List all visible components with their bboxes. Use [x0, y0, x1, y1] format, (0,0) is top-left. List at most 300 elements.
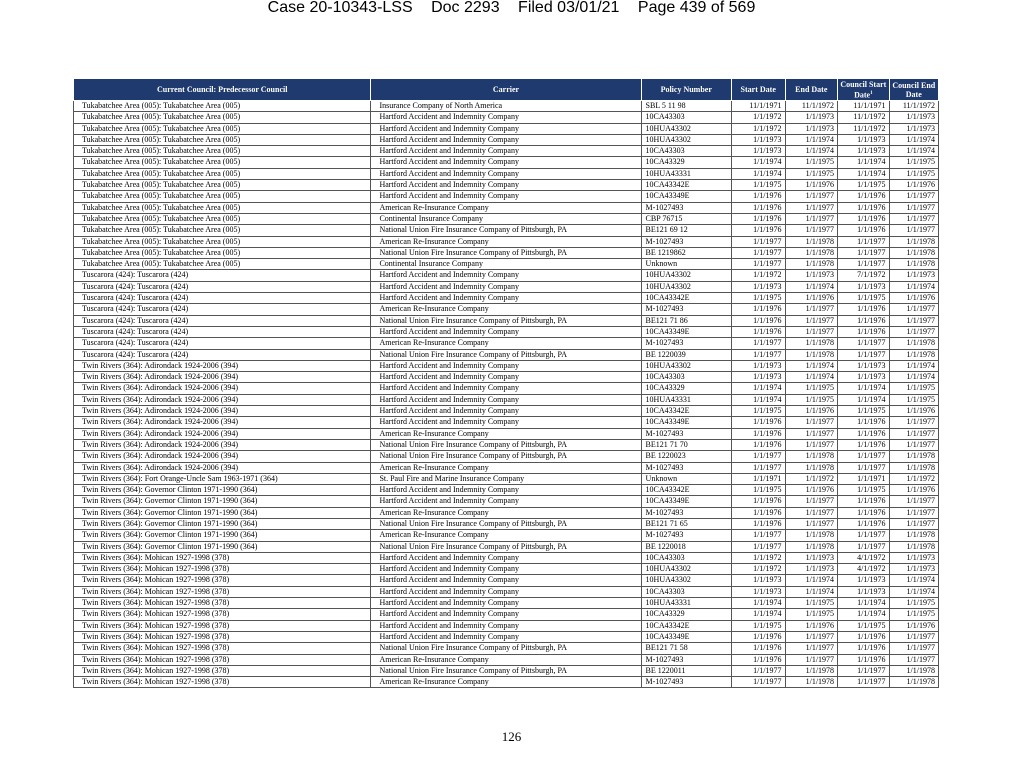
start-date-cell: 1/1/1972	[731, 552, 785, 563]
start-date-cell: 11/1/1971	[731, 101, 785, 112]
start-date-cell: 1/1/1974	[731, 609, 785, 620]
council-start-date-cell: 1/1/1976	[838, 213, 890, 224]
carrier-cell: Continental Insurance Company	[371, 213, 641, 224]
current-council-cell: Tukabatchee Area (005): Tukabatchee Area (005)	[74, 225, 371, 236]
end-date-cell: 1/1/1974	[785, 575, 838, 586]
column-header-current-council: Current Council: Predecessor Council	[74, 79, 371, 101]
end-date-cell: 1/1/1974	[785, 372, 838, 383]
table-row	[74, 564, 939, 575]
policy-number-cell: BE 1220023	[641, 451, 731, 462]
current-council-cell: Tuscarora (424): Tuscarora (424)	[74, 293, 371, 304]
policy-number-cell: 10CA43303	[641, 586, 731, 597]
table-row	[74, 372, 939, 383]
end-date-cell: 1/1/1974	[785, 134, 838, 145]
carrier-cell: Hartford Accident and Indemnity Company	[371, 586, 641, 597]
council-start-date-cell: 1/1/1975	[838, 180, 890, 191]
council-start-date-cell: 1/1/1973	[838, 372, 890, 383]
council-end-date-cell: 1/1/1978	[889, 541, 938, 552]
carrier-cell: Hartford Accident and Indemnity Company	[371, 383, 641, 394]
policy-number-cell: 10CA43342E	[641, 620, 731, 631]
current-council-cell: Twin Rivers (364): Adirondack 1924-2006 (394)	[74, 406, 371, 417]
column-header-council-start-date	[838, 79, 890, 101]
current-council-cell: Tukabatchee Area (005): Tukabatchee Area (005)	[74, 123, 371, 134]
policy-number-cell: 10CA43303	[641, 552, 731, 563]
council-start-date-cell: 1/1/1975	[838, 293, 890, 304]
end-date-cell: 1/1/1978	[785, 462, 838, 473]
council-end-date-cell: 1/1/1977	[889, 518, 938, 529]
policy-number-cell: 10HUA43302	[641, 134, 731, 145]
council-end-date-cell: 1/1/1978	[889, 677, 938, 688]
carrier-cell: National Union Fire Insurance Company of Pittsburgh, PA	[371, 439, 641, 450]
start-date-cell: 1/1/1972	[731, 123, 785, 134]
current-council-cell: Tukabatchee Area (005): Tukabatchee Area (005)	[74, 112, 371, 123]
current-council-cell: Tukabatchee Area (005): Tukabatchee Area (005)	[74, 213, 371, 224]
start-date-cell: 1/1/1974	[731, 598, 785, 609]
council-start-date-cell: 1/1/1976	[838, 428, 890, 439]
table-row	[74, 202, 939, 213]
insurance-policy-table	[73, 78, 939, 688]
carrier-cell: Hartford Accident and Indemnity Company	[371, 168, 641, 179]
end-date-cell: 1/1/1976	[785, 180, 838, 191]
table-row	[74, 134, 939, 145]
end-date-cell: 1/1/1975	[785, 157, 838, 168]
end-date-cell: 1/1/1976	[785, 293, 838, 304]
end-date-cell: 1/1/1978	[785, 530, 838, 541]
policy-number-cell: M-1027493	[641, 677, 731, 688]
policy-number-cell: M-1027493	[641, 507, 731, 518]
policy-number-cell: 10HUA43302	[641, 360, 731, 371]
end-date-cell: 1/1/1973	[785, 564, 838, 575]
end-date-cell: 1/1/1977	[785, 507, 838, 518]
table-row	[74, 315, 939, 326]
policy-number-cell: 10HUA43331	[641, 394, 731, 405]
policy-number-cell: BE 1220039	[641, 349, 731, 360]
start-date-cell: 1/1/1976	[731, 326, 785, 337]
start-date-cell: 1/1/1976	[731, 654, 785, 665]
end-date-cell: 1/1/1975	[785, 609, 838, 620]
current-council-cell: Twin Rivers (364): Fort Orange-Uncle Sam 1963-1971 (364)	[74, 473, 371, 484]
policy-number-cell: BE121 71 70	[641, 439, 731, 450]
council-start-date-cell: 1/1/1974	[838, 394, 890, 405]
start-date-cell: 1/1/1974	[731, 394, 785, 405]
end-date-cell: 1/1/1977	[785, 439, 838, 450]
policy-number-cell: CBP 76715	[641, 213, 731, 224]
carrier-cell: Hartford Accident and Indemnity Company	[371, 270, 641, 281]
carrier-cell: National Union Fire Insurance Company of Pittsburgh, PA	[371, 315, 641, 326]
end-date-cell: 1/1/1978	[785, 338, 838, 349]
carrier-cell: American Re-Insurance Company	[371, 202, 641, 213]
council-end-date-cell: 1/1/1977	[889, 304, 938, 315]
policy-number-cell: M-1027493	[641, 202, 731, 213]
carrier-cell: Hartford Accident and Indemnity Company	[371, 360, 641, 371]
end-date-cell: 1/1/1977	[785, 315, 838, 326]
policy-number-cell: 10HUA43302	[641, 564, 731, 575]
current-council-cell: Twin Rivers (364): Mohican 1927-1998 (378)	[74, 564, 371, 575]
council-end-date-cell: 1/1/1977	[889, 631, 938, 642]
policy-number-cell: 10CA43342E	[641, 406, 731, 417]
table-row	[74, 123, 939, 134]
table-row	[74, 157, 939, 168]
council-start-date-cell: 11/1/1972	[838, 112, 890, 123]
council-start-date-cell: 7/1/1972	[838, 270, 890, 281]
carrier-cell: Hartford Accident and Indemnity Company	[371, 496, 641, 507]
council-end-date-cell: 11/1/1972	[889, 101, 938, 112]
council-end-date-cell: 1/1/1977	[889, 654, 938, 665]
council-end-date-cell: 1/1/1975	[889, 394, 938, 405]
council-end-date-cell: 1/1/1977	[889, 507, 938, 518]
table-row	[74, 541, 939, 552]
end-date-cell: 1/1/1975	[785, 394, 838, 405]
start-date-cell: 1/1/1977	[731, 530, 785, 541]
carrier-cell: American Re-Insurance Company	[371, 654, 641, 665]
current-council-cell: Twin Rivers (364): Governor Clinton 1971-1990 (364)	[74, 496, 371, 507]
council-end-date-cell: 1/1/1975	[889, 609, 938, 620]
carrier-cell: Hartford Accident and Indemnity Company	[371, 620, 641, 631]
table-row	[74, 620, 939, 631]
start-date-cell: 1/1/1976	[731, 428, 785, 439]
table-row	[74, 349, 939, 360]
policy-number-cell: Unknown	[641, 473, 731, 484]
header-row	[74, 79, 939, 101]
council-end-date-cell: 1/1/1978	[889, 349, 938, 360]
start-date-cell: 1/1/1977	[731, 451, 785, 462]
carrier-cell: National Union Fire Insurance Company of Pittsburgh, PA	[371, 643, 641, 654]
council-end-date-cell: 1/1/1977	[889, 417, 938, 428]
current-council-cell: Twin Rivers (364): Mohican 1927-1998 (378)	[74, 620, 371, 631]
current-council-cell: Twin Rivers (364): Adirondack 1924-2006 (394)	[74, 451, 371, 462]
carrier-cell: Hartford Accident and Indemnity Company	[371, 191, 641, 202]
current-council-cell: Tuscarora (424): Tuscarora (424)	[74, 338, 371, 349]
carrier-cell: Hartford Accident and Indemnity Company	[371, 146, 641, 157]
start-date-cell: 1/1/1976	[731, 417, 785, 428]
council-start-date-cell: 1/1/1973	[838, 360, 890, 371]
council-end-date-cell: 1/1/1974	[889, 360, 938, 371]
current-council-cell: Twin Rivers (364): Governor Clinton 1971-1990 (364)	[74, 530, 371, 541]
start-date-cell: 1/1/1977	[731, 677, 785, 688]
end-date-cell: 1/1/1975	[785, 598, 838, 609]
council-end-date-cell: 1/1/1973	[889, 112, 938, 123]
case-header	[0, 0, 1023, 16]
carrier-cell: Hartford Accident and Indemnity Company	[371, 609, 641, 620]
start-date-cell: 1/1/1976	[731, 518, 785, 529]
end-date-cell: 1/1/1977	[785, 654, 838, 665]
council-start-date-cell: 1/1/1976	[838, 518, 890, 529]
start-date-cell: 1/1/1972	[731, 564, 785, 575]
council-end-date-cell: 1/1/1978	[889, 259, 938, 270]
start-date-cell: 1/1/1976	[731, 213, 785, 224]
current-council-cell: Tukabatchee Area (005): Tukabatchee Area (005)	[74, 157, 371, 168]
council-end-date-cell: 1/1/1975	[889, 168, 938, 179]
council-end-date-cell: 1/1/1974	[889, 586, 938, 597]
end-date-cell: 1/1/1973	[785, 270, 838, 281]
start-date-cell: 1/1/1974	[731, 168, 785, 179]
council-start-date-cell: 1/1/1976	[838, 304, 890, 315]
council-start-date-cell: 1/1/1976	[838, 202, 890, 213]
council-start-date-cell: 1/1/1971	[838, 473, 890, 484]
start-date-cell: 1/1/1976	[731, 496, 785, 507]
carrier-cell: Hartford Accident and Indemnity Company	[371, 372, 641, 383]
policy-number-cell: 10CA43342E	[641, 485, 731, 496]
footnote-marker: 1	[870, 90, 873, 96]
council-end-date-cell: 1/1/1976	[889, 406, 938, 417]
current-council-cell: Twin Rivers (364): Mohican 1927-1998 (378)	[74, 598, 371, 609]
council-start-date-cell: 1/1/1974	[838, 383, 890, 394]
current-council-cell: Tuscarora (424): Tuscarora (424)	[74, 326, 371, 337]
policy-number-cell: 10HUA43302	[641, 281, 731, 292]
current-council-cell: Tuscarora (424): Tuscarora (424)	[74, 281, 371, 292]
carrier-cell: Hartford Accident and Indemnity Company	[371, 575, 641, 586]
carrier-cell: Hartford Accident and Indemnity Company	[371, 180, 641, 191]
council-end-date-cell: 1/1/1973	[889, 552, 938, 563]
current-council-cell: Tuscarora (424): Tuscarora (424)	[74, 315, 371, 326]
council-start-date-cell: 1/1/1977	[838, 247, 890, 258]
carrier-cell: National Union Fire Insurance Company of Pittsburgh, PA	[371, 349, 641, 360]
policy-number-cell: 10CA43303	[641, 372, 731, 383]
table-row	[74, 462, 939, 473]
policy-number-cell: 10CA43349E	[641, 417, 731, 428]
end-date-cell: 1/1/1975	[785, 168, 838, 179]
carrier-cell: Hartford Accident and Indemnity Company	[371, 123, 641, 134]
table-row	[74, 496, 939, 507]
policy-number-cell: M-1027493	[641, 530, 731, 541]
current-council-cell: Twin Rivers (364): Adirondack 1924-2006 (394)	[74, 439, 371, 450]
end-date-cell: 1/1/1978	[785, 236, 838, 247]
table-row	[74, 417, 939, 428]
start-date-cell: 1/1/1975	[731, 620, 785, 631]
carrier-cell: Hartford Accident and Indemnity Company	[371, 326, 641, 337]
council-start-date-cell: 1/1/1973	[838, 575, 890, 586]
council-start-date-cell: 1/1/1977	[838, 462, 890, 473]
policy-number-cell: 10CA43349E	[641, 631, 731, 642]
carrier-cell: National Union Fire Insurance Company of Pittsburgh, PA	[371, 518, 641, 529]
council-end-date-cell: 1/1/1975	[889, 598, 938, 609]
council-start-date-cell: 1/1/1974	[838, 168, 890, 179]
start-date-cell: 1/1/1973	[731, 281, 785, 292]
current-council-cell: Twin Rivers (364): Mohican 1927-1998 (378)	[74, 609, 371, 620]
current-council-cell: Twin Rivers (364): Adirondack 1924-2006 (394)	[74, 462, 371, 473]
start-date-cell: 1/1/1976	[731, 315, 785, 326]
current-council-cell: Twin Rivers (364): Mohican 1927-1998 (378)	[74, 552, 371, 563]
council-end-date-cell: 1/1/1977	[889, 202, 938, 213]
current-council-cell: Twin Rivers (364): Adirondack 1924-2006 (394)	[74, 360, 371, 371]
policy-number-cell: 10HUA43302	[641, 123, 731, 134]
start-date-cell: 1/1/1975	[731, 180, 785, 191]
table-row	[74, 451, 939, 462]
current-council-cell: Tuscarora (424): Tuscarora (424)	[74, 304, 371, 315]
policy-number-cell: 10HUA43331	[641, 168, 731, 179]
policy-number-cell: 10HUA43302	[641, 575, 731, 586]
carrier-cell: American Re-Insurance Company	[371, 507, 641, 518]
current-council-cell: Twin Rivers (364): Governor Clinton 1971-1990 (364)	[74, 485, 371, 496]
carrier-cell: Hartford Accident and Indemnity Company	[371, 293, 641, 304]
council-start-date-cell: 1/1/1973	[838, 586, 890, 597]
council-start-date-cell: 1/1/1975	[838, 620, 890, 631]
end-date-cell: 1/1/1978	[785, 665, 838, 676]
carrier-cell: Hartford Accident and Indemnity Company	[371, 394, 641, 405]
council-start-date-cell: 1/1/1976	[838, 326, 890, 337]
council-end-date-cell: 1/1/1978	[889, 236, 938, 247]
table-row	[74, 225, 939, 236]
current-council-cell: Tukabatchee Area (005): Tukabatchee Area (005)	[74, 202, 371, 213]
policy-number-cell: BE 1220018	[641, 541, 731, 552]
table-row	[74, 631, 939, 642]
carrier-cell: American Re-Insurance Company	[371, 428, 641, 439]
carrier-cell: Hartford Accident and Indemnity Company	[371, 552, 641, 563]
council-start-date-cell: 1/1/1976	[838, 315, 890, 326]
table-row	[74, 530, 939, 541]
filed-date: Filed 03/01/21	[518, 0, 620, 16]
table-body	[74, 101, 939, 688]
policy-number-cell: M-1027493	[641, 236, 731, 247]
table-row	[74, 473, 939, 484]
current-council-cell: Tukabatchee Area (005): Tukabatchee Area (005)	[74, 259, 371, 270]
table-row	[74, 168, 939, 179]
council-start-date-cell: 1/1/1975	[838, 485, 890, 496]
council-end-date-cell: 1/1/1978	[889, 462, 938, 473]
carrier-cell: American Re-Insurance Company	[371, 236, 641, 247]
council-start-date-cell: 11/1/1972	[838, 123, 890, 134]
end-date-cell: 1/1/1974	[785, 586, 838, 597]
end-date-cell: 1/1/1977	[785, 304, 838, 315]
carrier-cell: Continental Insurance Company	[371, 259, 641, 270]
council-start-date-cell: 1/1/1974	[838, 609, 890, 620]
policy-number-cell: BE121 71 58	[641, 643, 731, 654]
policy-number-cell: 10CA43303	[641, 112, 731, 123]
policy-number-cell: 10CA43349E	[641, 326, 731, 337]
current-council-cell: Twin Rivers (364): Governor Clinton 1971-1990 (364)	[74, 507, 371, 518]
start-date-cell: 1/1/1977	[731, 247, 785, 258]
start-date-cell: 1/1/1977	[731, 259, 785, 270]
carrier-cell: American Re-Insurance Company	[371, 462, 641, 473]
policy-number-cell: M-1027493	[641, 462, 731, 473]
council-end-date-cell: 1/1/1977	[889, 496, 938, 507]
end-date-cell: 1/1/1975	[785, 383, 838, 394]
table-row	[74, 326, 939, 337]
table-row	[74, 191, 939, 202]
current-council-cell: Tukabatchee Area (005): Tukabatchee Area (005)	[74, 191, 371, 202]
policy-number-cell: 10HUA43331	[641, 598, 731, 609]
policy-number-cell: BE121 69 12	[641, 225, 731, 236]
carrier-cell: Hartford Accident and Indemnity Company	[371, 281, 641, 292]
policy-number-cell: 10CA43342E	[641, 180, 731, 191]
council-start-date-cell: 1/1/1974	[838, 598, 890, 609]
council-end-date-cell: 1/1/1975	[889, 157, 938, 168]
carrier-cell: National Union Fire Insurance Company of Pittsburgh, PA	[371, 225, 641, 236]
start-date-cell: 1/1/1976	[731, 304, 785, 315]
carrier-cell: Hartford Accident and Indemnity Company	[371, 406, 641, 417]
carrier-cell: Hartford Accident and Indemnity Company	[371, 157, 641, 168]
table-row	[74, 428, 939, 439]
current-council-cell: Twin Rivers (364): Mohican 1927-1998 (378)	[74, 654, 371, 665]
end-date-cell: 1/1/1978	[785, 259, 838, 270]
council-start-date-cell: 1/1/1977	[838, 530, 890, 541]
carrier-cell: National Union Fire Insurance Company of Pittsburgh, PA	[371, 665, 641, 676]
current-council-cell: Tukabatchee Area (005): Tukabatchee Area (005)	[74, 101, 371, 112]
council-end-date-cell: 1/1/1978	[889, 530, 938, 541]
start-date-cell: 1/1/1971	[731, 473, 785, 484]
council-end-date-cell: 1/1/1973	[889, 270, 938, 281]
table-row	[74, 654, 939, 665]
column-header-council-end-date: Council End Date	[889, 79, 938, 101]
table-row	[74, 270, 939, 281]
end-date-cell: 11/1/1972	[785, 101, 838, 112]
table-row	[74, 507, 939, 518]
policy-number-cell: SBL 5 11 98	[641, 101, 731, 112]
end-date-cell: 1/1/1977	[785, 643, 838, 654]
current-council-cell: Twin Rivers (364): Mohican 1927-1998 (378)	[74, 677, 371, 688]
start-date-cell: 1/1/1974	[731, 157, 785, 168]
council-end-date-cell: 1/1/1977	[889, 428, 938, 439]
council-end-date-cell: 1/1/1974	[889, 281, 938, 292]
policy-number-cell: 10CA43349E	[641, 496, 731, 507]
council-start-date-cell: 1/1/1976	[838, 507, 890, 518]
end-date-cell: 1/1/1974	[785, 281, 838, 292]
start-date-cell: 1/1/1975	[731, 293, 785, 304]
table-row	[74, 112, 939, 123]
start-date-cell: 1/1/1973	[731, 575, 785, 586]
end-date-cell: 1/1/1973	[785, 123, 838, 134]
table-row	[74, 609, 939, 620]
policy-number-cell: 10CA43329	[641, 609, 731, 620]
policy-number-cell: BE121 71 86	[641, 315, 731, 326]
start-date-cell: 1/1/1977	[731, 665, 785, 676]
policy-number-cell: Unknown	[641, 259, 731, 270]
table-row	[74, 101, 939, 112]
council-end-date-cell: 1/1/1976	[889, 485, 938, 496]
council-start-date-cell: 1/1/1977	[838, 349, 890, 360]
policy-number-cell: 10CA43329	[641, 383, 731, 394]
end-date-cell: 1/1/1978	[785, 451, 838, 462]
table-row	[74, 146, 939, 157]
start-date-cell: 1/1/1976	[731, 631, 785, 642]
end-date-cell: 1/1/1974	[785, 146, 838, 157]
start-date-cell: 1/1/1975	[731, 485, 785, 496]
carrier-cell: American Re-Insurance Company	[371, 530, 641, 541]
carrier-cell: Hartford Accident and Indemnity Company	[371, 564, 641, 575]
table-row	[74, 360, 939, 371]
end-date-cell: 1/1/1978	[785, 349, 838, 360]
council-end-date-cell: 1/1/1973	[889, 123, 938, 134]
policy-number-cell: BE121 71 65	[641, 518, 731, 529]
policy-number-cell: 10CA43329	[641, 157, 731, 168]
policy-number-cell: BE 1219862	[641, 247, 731, 258]
start-date-cell: 1/1/1973	[731, 134, 785, 145]
carrier-cell: National Union Fire Insurance Company of Pittsburgh, PA	[371, 247, 641, 258]
start-date-cell: 1/1/1973	[731, 372, 785, 383]
current-council-cell: Tukabatchee Area (005): Tukabatchee Area (005)	[74, 168, 371, 179]
current-council-cell: Tukabatchee Area (005): Tukabatchee Area (005)	[74, 236, 371, 247]
policy-number-cell: M-1027493	[641, 304, 731, 315]
table-row	[74, 293, 939, 304]
council-end-date-cell: 1/1/1975	[889, 383, 938, 394]
council-end-date-cell: 1/1/1978	[889, 665, 938, 676]
start-date-cell: 1/1/1976	[731, 439, 785, 450]
doc-number: Doc 2293	[431, 0, 500, 16]
table-row	[74, 213, 939, 224]
table-row	[74, 281, 939, 292]
council-end-date-cell: 1/1/1977	[889, 225, 938, 236]
end-date-cell: 1/1/1973	[785, 552, 838, 563]
table-row	[74, 643, 939, 654]
policy-number-cell: 10HUA43302	[641, 270, 731, 281]
table-row	[74, 677, 939, 688]
end-date-cell: 1/1/1973	[785, 112, 838, 123]
end-date-cell: 1/1/1978	[785, 677, 838, 688]
table-row	[74, 439, 939, 450]
current-council-cell: Twin Rivers (364): Adirondack 1924-2006 (394)	[74, 428, 371, 439]
council-end-date-cell: 1/1/1974	[889, 372, 938, 383]
council-end-date-cell: 1/1/1974	[889, 146, 938, 157]
